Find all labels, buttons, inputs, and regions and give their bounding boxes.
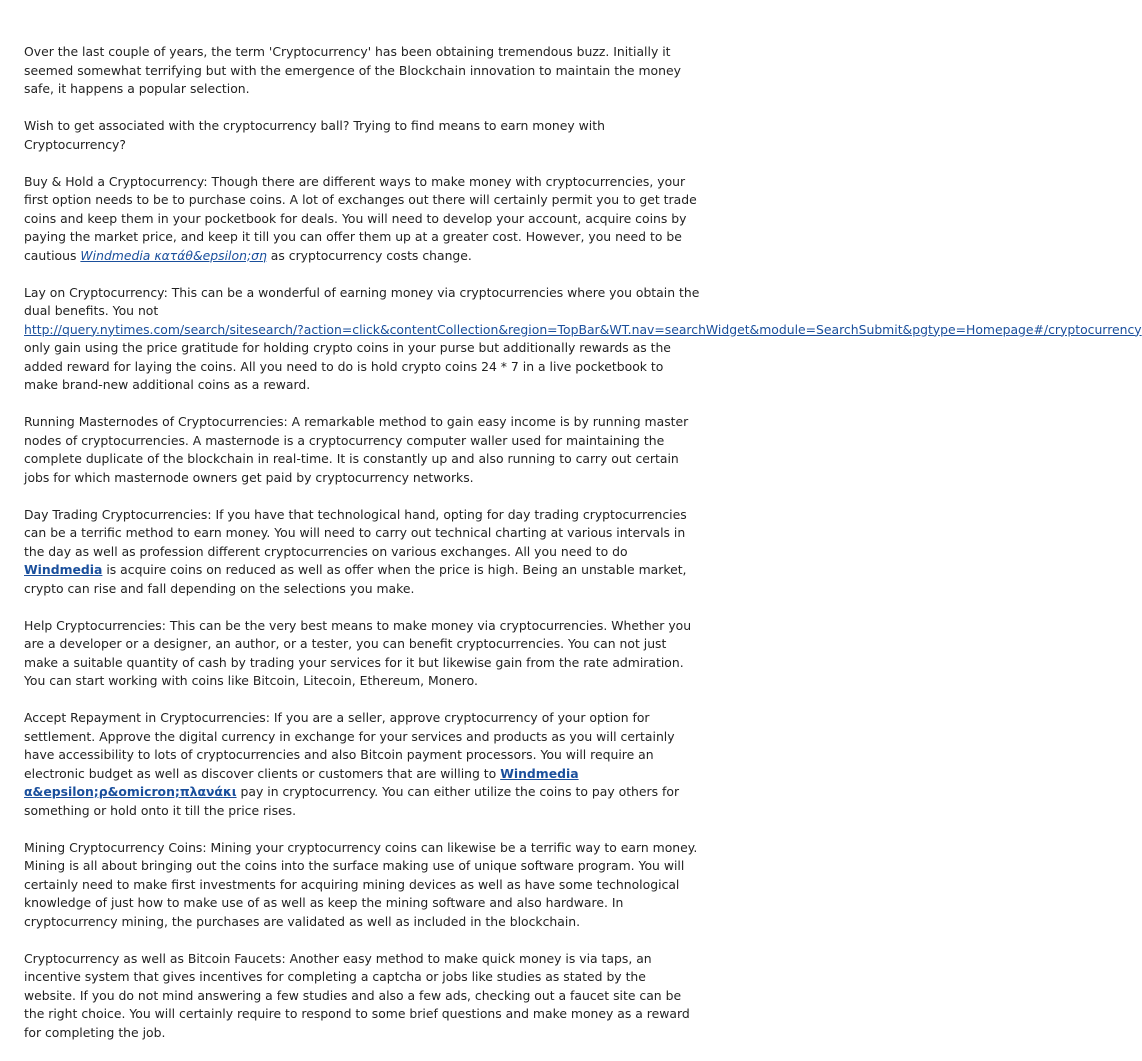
windmedia-link[interactable]: Windmedia: [24, 562, 103, 577]
paragraph-question: Wish to get associated with the cryptocurrency ball? Trying to find means to earn money with Cryptocurrency?: [24, 118, 605, 152]
paragraph-day-trading-tail: is acquire coins on reduced as well as offer when the price is high. Being an unstable market, crypto can rise and fall depending on the selections you make.: [24, 562, 687, 596]
windmedia-airplane-link[interactable]: Windmedia α&epsilon;ρ&omicron;πλανάκι: [24, 765, 579, 799]
paragraph-buy-hold-text: Buy & Hold a Cryptocurrency: Though there are different ways to make money with cryptocurrencies, your first option needs to be to purchase coins. A lot of exchanges out there will certainly permit you to get trade coins and keep them in your pocketbook for deals. You will need to develop your account, acquire coins by paying the market price, and keep it till you can offer them up at a greater cost. However, you need to be cautious: [24, 173, 697, 263]
paragraph-masternodes: Running Masternodes of Cryptocurrencies: A remarkable method to gain easy income is by running master nodes of cryptocurrencies. A masternode is a cryptocurrency computer waller used for maintaining the complete duplicate of the blockchain in real-time. It is constantly up and also running to carry out certain jobs for which masternode owners get paid by cryptocurrency networks.: [24, 414, 689, 485]
paragraph-mining: Mining Cryptocurrency Coins: Mining your cryptocurrency coins can likewise be a terrific way to earn money. Mining is all about bringing out the coins into the surface making use of unique software program. You will certainly need to make first investments for acquiring mining devices as well as have some technological knowledge of just how to make use of as well as keep the mining software and also hardware. In cryptocurrency mining, the purchases are validated as well as included in the blockchain.: [24, 839, 698, 929]
nytimes-search-link-wrapper: [24, 321, 1142, 340]
article-body: [24, 43, 1142, 1061]
paragraph-staking-text: Lay on Cryptocurrency: This can be a wonderful of earning money via cryptocurrencies where you obtain the dual benefits. You not: [24, 284, 700, 318]
paragraph-intro: Over the last couple of years, the term 'Cryptocurrency' has been obtaining tremendous buzz. Initially it seemed somewhat terrifying but with the emergence of the Blockchain innovation to maintain the money safe, it happens a popular selection.: [24, 44, 681, 96]
nytimes-search-link[interactable]: http://query.nytimes.com/search/sitesearch/?action=click&contentCollection&region=TopBar&WT.nav=searchWidget&module=SearchSubmit&pgtype=Homepage#/cryptocurrency: [24, 321, 1142, 337]
paragraph-accept-payment-text: Accept Repayment in Cryptocurrencies: If you are a seller, approve cryptocurrency of your option for settlement. Approve the digital currency in exchange for your services and products as you will certainly have accessibility to lots of cryptocurrencies and also Bitcoin payment processors. You will require an electronic budget as well as discover clients or customers that are willing to: [24, 710, 675, 781]
paragraph-help: Help Cryptocurrencies: This can be the very best means to make money via cryptocurrencies. Whether you are a developer or a designer, an author, or a tester, you can benefit cryptocurrencies. You can not just make a suitable quantity of cash by trading your services for it but likewise gain from the rate admiration. You can start working with coins like Bitcoin, Litecoin, Ethereum, Monero.: [24, 617, 692, 688]
windmedia-deposit-link[interactable]: Windmedia κατάθ&epsilon;ση: [80, 247, 267, 263]
paragraph-staking-tail: only gain using the price gratitude for holding crypto coins in your purse but additionally rewards as the added reward for laying the coins. All you need to do is hold crypto coins 24 * 7 in a live pocketbook to make brand-new additional coins as a reward.: [24, 340, 671, 392]
paragraph-buy-hold: [24, 173, 700, 266]
paragraph-staking: [24, 284, 1142, 395]
paragraph-accept-payment: [24, 709, 700, 820]
paragraph-day-trading-text: Day Trading Cryptocurrencies: If you have that technological hand, opting for day trading cryptocurrencies can be a terrific method to earn money. You will need to carry out technical charting at various intervals in the day as well as profession different cryptocurrencies on various exchanges. All you need to do: [24, 506, 687, 559]
paragraph-accept-payment-tail: pay in cryptocurrency. You can either utilize the coins to pay others for something or hold onto it till the price rises.: [24, 784, 680, 818]
paragraph-faucets: Cryptocurrency as well as Bitcoin Faucets: Another easy method to make quick money is via taps, an incentive system that gives incentives for completing a captcha or jobs like studies as stated by the website. If you do not mind answering a few studies and also a few ads, checking out a faucet site can be the right choice. You will certainly require to respond to some brief questions and make money as a reward for completing the job.: [24, 950, 690, 1040]
paragraph-buy-hold-tail: as cryptocurrency costs change.: [266, 247, 472, 263]
paragraph-day-trading: [24, 506, 700, 599]
